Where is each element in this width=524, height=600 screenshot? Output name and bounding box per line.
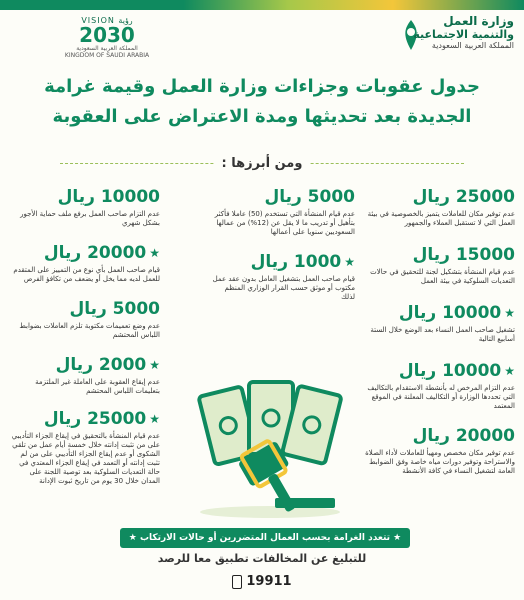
footer-star-icon: ★ [390,533,402,543]
subtitle: ومن أبرزها : [214,156,311,171]
fine-amount [365,302,515,324]
fine-amount [365,360,515,382]
footer-star-icon: ★ [128,533,140,543]
fine-amount: 25000 ريال [412,187,515,207]
fine-description: عدم وضع تعميمات مكتوبة تلزم العاملات بضوابط اللباس المحتشم [19,322,160,339]
star-icon: ★ [149,412,160,426]
fine-item [10,186,160,228]
fine-item [365,425,515,476]
fine-amount-text: 10000 ريال [398,361,502,381]
gavel-money-icon [185,370,355,520]
fine-amount [10,408,160,430]
fine-amount [210,251,355,273]
ministry-name-line1: وزارة العمل [443,14,514,28]
fine-description: عدم قيام المنشأة التي تستخدم (50) عاملا فأكثر بتأهيل أو تدريب ما لا يقل عن (12%) من عمالها السعوديين سنويا على أعمالها [214,210,355,236]
fine-amount-text: 25000 ريال [43,409,147,429]
phone-number: 19911 [246,574,292,589]
fine-amount-text: 10000 ريال [398,303,502,323]
phone-number-row [0,574,524,589]
fine-description: عدم إيقاع العقوبة على العاملة غير الملتزمة بتعليمات اللباس المحتشم [35,378,160,395]
vision-2030-logo [62,16,152,59]
vision-subtitle: المملكة العربية السعودية KINGDOM OF SAUDI ARABIA [64,45,150,59]
phone-icon [232,575,242,589]
fine-amount [10,354,160,376]
report-instructions: للتبليغ عن المخالفات تطبيق معا للرصد [157,552,367,565]
fine-item [365,360,515,411]
fine-item [365,302,515,344]
fine-description: تشغيل صاحب العمل النساء بعد الوضع خلال الستة أسابيع التالية [370,326,515,343]
star-icon: ★ [344,255,355,269]
fine-amount: 5000 ريال [69,299,160,319]
star-icon: ★ [504,306,515,320]
title-line-2: الجديدة بعد تحديثها ومدة الاعتراض على العقوبة [52,106,472,127]
fine-item [210,251,355,302]
fine-amount-text: 1000 ريال [250,252,342,272]
fine-item [10,354,160,396]
fine-item [210,186,355,237]
fine-description: قيام صاحب العمل بتشغيل العامل بدون عقد عمل مكتوب أو موثق حسب القرار الوزاري المنظم لذلك [212,275,355,301]
footer-banner [120,528,410,548]
fine-amount-text: 20000 ريال [43,243,147,263]
star-icon: ★ [504,364,515,378]
fine-amount: 5000 ريال [264,187,355,207]
star-icon: ★ [149,358,160,372]
ministry-country: المملكة العربية السعودية [431,41,514,50]
fines-column-right [365,186,515,484]
fine-item [10,408,160,486]
fine-description: عدم التزام المرخص له بأنشطة الاستقدام بالتكاليف التي تحددها الوزارة أو التكاليف المعلنة في الموقع المعتمد [367,384,515,410]
page-title [20,72,504,132]
fine-amount: 15000 ريال [412,245,515,265]
fine-description: عدم التزام صاحب العمل برفع ملف حماية الأجور بشكل شهري [20,210,160,227]
ministry-name-line2: والتنمية الاجتماعية [413,28,514,41]
fine-amount: 20000 ريال [412,426,515,446]
fine-item [10,298,160,340]
star-icon: ★ [149,246,160,260]
fine-item [10,242,160,284]
fine-amount-text: 2000 ريال [55,355,147,375]
title-line-1: جدول عقوبات وجزاءات وزارة العمل وقيمة غرامة [44,76,480,97]
fines-column-left [10,186,160,494]
ministry-logo [394,14,514,50]
fine-description: عدم قيام المنشأة بتشكيل لجنة للتحقيق في حالات التعديات السلوكية في بيئة العمل [370,268,515,285]
top-color-band [0,0,524,10]
fine-amount [10,242,160,264]
fines-column-middle [210,186,355,310]
fine-amount: 10000 ريال [57,187,160,207]
fine-description: عدم توفير مكان للعاملات يتميز بالخصوصية في بيئة العمل التي لا تستقبل العملاء والجمهور [367,210,515,227]
fine-description: عدم قيام المنشأة بالتحقيق في إيقاع الجزاء التأديبي على من تثبت إدانته خلال خمسة أيام عمل من تلقي الشكوى أو عدم إيقاع الجزاء التأديبي على من لم تثبت إدانته أو التعمد في إيقاع الجزاء المعتدي في حالة التعديات السلوكية بعد توصية اللجنة على المدان خلال 30 يوم من تاريخ ثبوت الإدانة [11,432,160,485]
fine-description: عدم توفير مكان مخصص ومهيأ للعاملات لأداء الصلاة والاستراحة وتوفير دورات مياه خاصة وفق الضوابط العامة لتشغيل النساء في كافة الأنشطة [365,449,515,475]
footer-banner-text: تتعدد الغرامة بحسب العمال المتضررين أو حالات الارتكاب [139,533,391,543]
fine-item [365,186,515,228]
vision-label: VISION [81,16,115,25]
vision-label-ar: رؤية [118,16,133,25]
fine-description: قيام صاحب العمل بأي نوع من التمييز على المتقدم للعمل لديه مما يخل أو يضعف من تكافؤ الفرص [13,266,160,283]
vision-year: 2030 [79,23,135,47]
fine-item [365,244,515,286]
